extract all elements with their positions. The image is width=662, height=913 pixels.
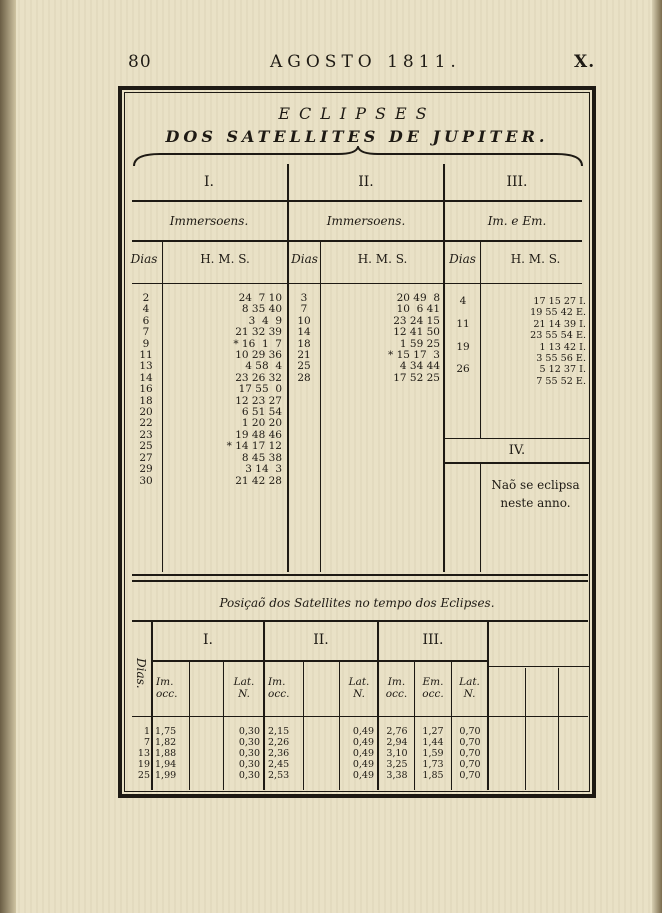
divider-pos-empty-sub2	[558, 668, 559, 790]
table-title-line1: ECLIPSES	[278, 104, 436, 123]
page-left-edge	[0, 0, 16, 913]
pos-I-im-head: Im. occ.	[156, 676, 178, 700]
colhead-dias-I: Dias	[130, 252, 158, 266]
pos-II-im-column: 2,15 2,26 2,36 2,45 2,53	[268, 726, 290, 781]
pos-label-III: III.	[422, 632, 444, 648]
page-number: 80	[128, 52, 152, 72]
rule-pos-sat-labels	[153, 660, 487, 662]
pos-dias-column: 1 7 13 19 25	[137, 726, 150, 781]
table-title-line2: DOS SATELLITES DE JUPITER.	[165, 127, 549, 146]
colhead-hms-I: H. M. S.	[200, 252, 250, 266]
page-right-edge	[652, 0, 662, 913]
rule-below-IV	[445, 462, 589, 464]
divider-dias-I	[162, 242, 163, 572]
colhead-hms-III: H. M. S.	[510, 252, 561, 266]
pos-I-lat-head: Lat. N.	[233, 676, 255, 700]
pos-II-lat-column: 0,49 0,49 0,49 0,49 0,49	[352, 726, 374, 781]
pos-I-lat-column: 0,30 0,30 0,30 0,30 0,30	[238, 726, 260, 781]
rule-positions-title	[132, 620, 588, 622]
times-column-II: 20 49 8 10 6 41 23 24 15 12 41 50 1 59 25 * 15 17 3 4 34 44 17 52 25	[387, 292, 440, 384]
dias-column-I: 2 4 6 7 9 11 13 14 16 18 20 22 23 25 27 29 30	[139, 292, 153, 487]
pos-III-lat-head: Lat. N.	[459, 676, 480, 700]
divider-pos-III-empty	[487, 622, 489, 790]
rule-pos-colheads	[132, 716, 588, 717]
rule-below-colheads	[132, 283, 582, 284]
page-header-title: AGOSTO 1811.	[270, 52, 461, 72]
signature-mark: X.	[574, 52, 596, 72]
colhead-hms-II: H. M. S.	[357, 252, 408, 266]
times-column-III: 17 15 27 I. 19 55 42 E. 21 14 39 I. 23 55 54 E. 1 13 42 I. 3 55 56 E. 5 12 37 I. 7 55 52 E.	[530, 296, 586, 387]
dias-column-II: 3 7 10 14 18 21 25 28	[297, 292, 311, 384]
pos-II-lat-head: Lat. N.	[348, 676, 370, 700]
pos-III-em-column: 1,27 1,44 1,59 1,73 1,85	[422, 726, 444, 781]
pos-III-lat-column: 0,70 0,70 0,70 0,70 0,70	[459, 726, 481, 781]
divider-dias-II	[320, 242, 321, 572]
positions-title: Posiçaõ dos Satellites no tempo dos Eclipses.	[219, 596, 495, 610]
pos-III-em-head: Em. occ.	[422, 676, 444, 700]
divider-IV	[480, 462, 481, 572]
label-satellite-IV: IV.	[508, 443, 526, 458]
label-satellite-I: I.	[204, 174, 214, 190]
times-column-I: 24 7 10 8 35 40 3 4 9 21 32 39 * 16 1 7 10 29 36 4 58 4 23 26 32 17 55 0 12 23 27 6 51 54 1 20 20 19 48 46 * 14 17 12 8 45 38 3 14 3 21 42 28	[226, 292, 282, 487]
pos-label-I: I.	[203, 632, 213, 648]
rule-pos-empty	[489, 666, 589, 667]
label-satellite-II: II.	[358, 174, 374, 190]
divider-pos-III-sub2	[451, 660, 452, 790]
label-satellite-III: III.	[506, 174, 528, 190]
pos-III-im-column: 2,76 2,94 3,10 3,25 3,38	[386, 726, 408, 781]
divider-pos-I-sub1	[189, 660, 190, 790]
colhead-dias-II: Dias	[291, 252, 318, 266]
pos-I-im-column: 1,75 1,82 1,88 1,94 1,99	[155, 726, 177, 781]
pos-II-im-head: Im. occ.	[268, 676, 290, 700]
divider-dias-III	[480, 242, 481, 438]
divider-pos-empty-sub1	[525, 668, 526, 790]
divider-pos-II-sub2	[339, 660, 340, 790]
subhead-III: Im. e Em.	[487, 214, 547, 228]
pos-III-im-head: Im. occ.	[385, 676, 408, 700]
divider-pos-III-sub1	[414, 660, 415, 790]
rule-above-IV	[445, 438, 589, 439]
note-IV-line2: neste anno.	[500, 496, 571, 510]
rule-below-subheads	[132, 240, 582, 242]
rule-upper-bottom-1	[132, 574, 588, 576]
pos-dias-label: Dias.	[134, 658, 148, 689]
subhead-II: Immersoens.	[326, 214, 406, 228]
rule-below-labels	[132, 200, 582, 202]
colhead-dias-III: Dias	[449, 252, 476, 266]
divider-pos-I-sub2	[223, 660, 224, 790]
note-IV-line1: Naõ se eclipsa	[491, 478, 580, 492]
divider-pos-II-sub1	[303, 660, 304, 790]
brace-ornament	[130, 146, 586, 168]
pos-label-II: II.	[313, 632, 329, 648]
subhead-I: Immersoens.	[169, 214, 249, 228]
dias-column-III: 4 11 19 26	[456, 295, 470, 376]
rule-upper-bottom-2	[132, 580, 588, 582]
